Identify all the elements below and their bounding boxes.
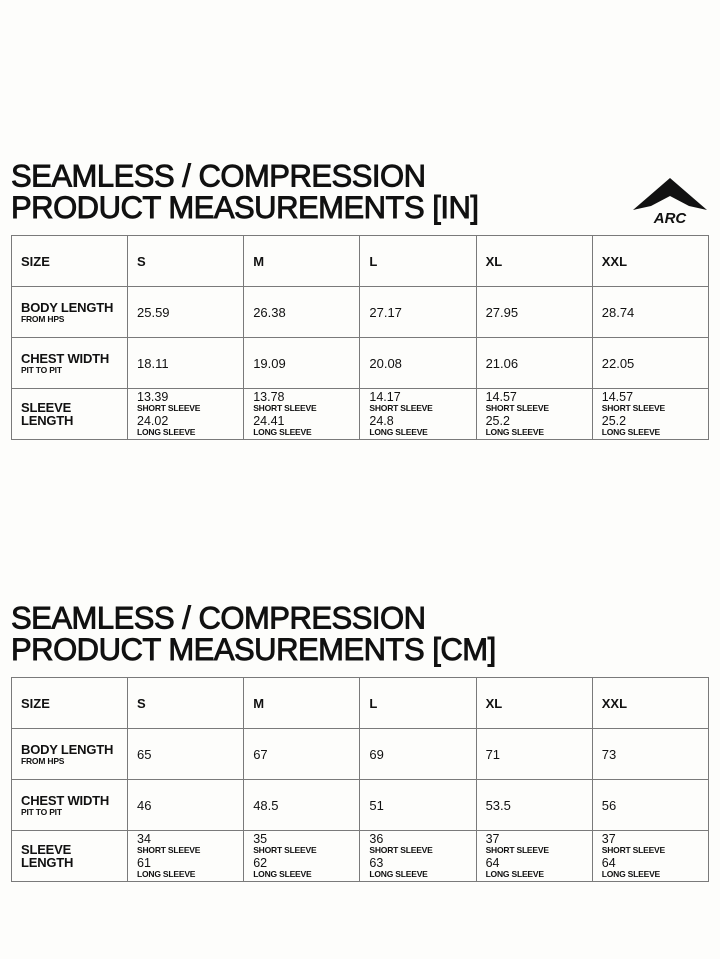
- inches-table: [11, 235, 709, 440]
- table-cell: 73: [592, 729, 708, 780]
- table-cell: 27.17: [360, 287, 476, 338]
- table-cell: 19.09: [244, 338, 360, 389]
- cm-table: [11, 677, 709, 882]
- cm-title-line2: PRODUCT MEASUREMENTS [CM]: [11, 631, 496, 668]
- table-row: [12, 729, 709, 780]
- chest-width-label: CHEST WIDTH PIT TO PIT: [12, 780, 128, 831]
- table-cell: 53.5: [476, 780, 592, 831]
- size-m: M: [244, 236, 360, 287]
- table-cell: 65: [128, 729, 244, 780]
- chest-width-label: CHEST WIDTH PIT TO PIT: [12, 338, 128, 389]
- body-length-label: BODY LENGTH FROM HPS: [12, 729, 128, 780]
- table-row: [12, 780, 709, 831]
- table-cell: 14.57 SHORT SLEEVE 25.2 LONG SLEEVE: [476, 389, 592, 440]
- table-cell: 34 SHORT SLEEVE 61 LONG SLEEVE: [128, 831, 244, 882]
- table-cell: 46: [128, 780, 244, 831]
- table-row: [12, 287, 709, 338]
- table-cell: 51: [360, 780, 476, 831]
- size-header: SIZE: [12, 236, 128, 287]
- table-cell: 37 SHORT SLEEVE 64 LONG SLEEVE: [592, 831, 708, 882]
- chest-width-sub: PIT TO PIT: [21, 364, 62, 375]
- arc-logo-icon: [631, 176, 709, 226]
- sleeve-length-label: SLEEVE LENGTH: [12, 389, 128, 440]
- logo-text: ARC: [653, 210, 687, 226]
- cm-title: [11, 599, 709, 668]
- size-xxl: XXL: [592, 236, 708, 287]
- table-cell: 20.08: [360, 338, 476, 389]
- size-s: S: [128, 678, 244, 729]
- table-row: [12, 831, 709, 882]
- body-length-label: BODY LENGTH FROM HPS: [12, 287, 128, 338]
- body-length-sub: FROM HPS: [21, 313, 65, 324]
- table-cell: 48.5: [244, 780, 360, 831]
- chest-width-sub: PIT TO PIT: [21, 806, 62, 817]
- table-cell: 71: [476, 729, 592, 780]
- table-cell: 28.74: [592, 287, 708, 338]
- table-row: [12, 389, 709, 440]
- inches-title-line2: PRODUCT MEASUREMENTS [IN]: [11, 189, 479, 226]
- table-row: [12, 338, 709, 389]
- table-cell: 67: [244, 729, 360, 780]
- sleeve-length-label: SLEEVE LENGTH: [12, 831, 128, 882]
- table-cell: 22.05: [592, 338, 708, 389]
- cm-title-line1: SEAMLESS / COMPRESSION: [11, 599, 426, 636]
- table-row: [12, 236, 709, 287]
- table-cell: 26.38: [244, 287, 360, 338]
- body-length-sub: FROM HPS: [21, 755, 65, 766]
- size-l: L: [360, 678, 476, 729]
- centimeters-section: [11, 599, 709, 879]
- table-row: [12, 678, 709, 729]
- inches-title: [11, 157, 709, 226]
- table-cell: 36 SHORT SLEEVE 63 LONG SLEEVE: [360, 831, 476, 882]
- size-xxl: XXL: [592, 678, 708, 729]
- table-cell: 56: [592, 780, 708, 831]
- size-xl: XL: [476, 236, 592, 287]
- table-cell: 21.06: [476, 338, 592, 389]
- size-header: SIZE: [12, 678, 128, 729]
- table-cell: 14.17 SHORT SLEEVE 24.8 LONG SLEEVE: [360, 389, 476, 440]
- size-xl: XL: [476, 678, 592, 729]
- table-cell: 14.57 SHORT SLEEVE 25.2 LONG SLEEVE: [592, 389, 708, 440]
- table-cell: 13.78 SHORT SLEEVE 24.41 LONG SLEEVE: [244, 389, 360, 440]
- size-l: L: [360, 236, 476, 287]
- table-cell: 69: [360, 729, 476, 780]
- size-s: S: [128, 236, 244, 287]
- table-cell: 35 SHORT SLEEVE 62 LONG SLEEVE: [244, 831, 360, 882]
- inches-section: [11, 157, 709, 437]
- table-cell: 37 SHORT SLEEVE 64 LONG SLEEVE: [476, 831, 592, 882]
- table-cell: 25.59: [128, 287, 244, 338]
- table-cell: 18.11: [128, 338, 244, 389]
- table-cell: 27.95: [476, 287, 592, 338]
- table-cell: 13.39 SHORT SLEEVE 24.02 LONG SLEEVE: [128, 389, 244, 440]
- size-m: M: [244, 678, 360, 729]
- inches-title-line1: SEAMLESS / COMPRESSION: [11, 157, 426, 194]
